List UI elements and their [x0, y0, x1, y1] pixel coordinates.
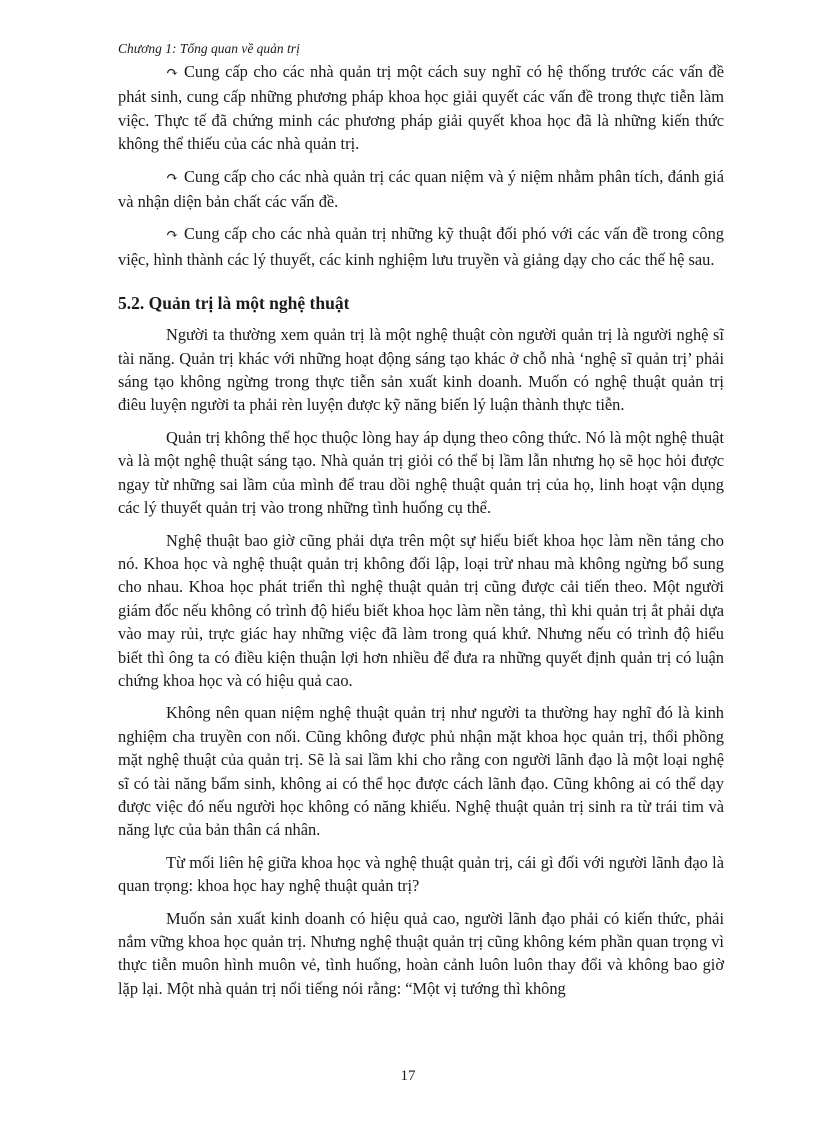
arrow-bullet-icon: ↷ — [166, 227, 179, 244]
bullet-text: Cung cấp cho các nhà quản trị một cách suy nghĩ có hệ thống trước các vấn đề phát sinh, cung cấp những phương pháp khoa học giải quyết các vấn đề trong thực tiễn làm việc. Thực tế đã chứng minh các phương pháp giải quyết khoa học đã là những kiến thức không thể thiếu của các nhà quản trị. — [118, 62, 724, 154]
arrow-bullet-icon: ↷ — [166, 65, 179, 81]
running-header: Chương 1: Tổng quan về quản trị — [118, 41, 300, 56]
section-heading: 5.2. Quản trị là một nghệ thuật — [118, 293, 350, 314]
body-paragraph: Từ mối liên hệ giữa khoa học và nghệ thuật quản trị, cái gì đối với người lãnh đạo là quan trọng: khoa học hay nghệ thuật quản trị? — [118, 852, 724, 896]
body-paragraph: Người ta thường xem quản trị là một nghệ thuật còn người quản trị là người nghệ sĩ tài năng. Quản trị khác với những hoạt động sáng tạo khác ở chỗ nhà ‘nghệ sĩ quản trị’ phải sáng tạo không ngừng trong thực tiễn sản xuất kinh doanh. Muốn có nghệ thuật quản trị điêu luyện người ta phải rèn luyện được kỹ năng biến lý luận thành thực tiễn. — [118, 325, 724, 415]
bullet-text: Cung cấp cho các nhà quản trị các quan niệm và ý niệm nhằm phân tích, đánh giá và nhận diện bản chất các vấn đề. — [118, 166, 724, 212]
bullet-text: Cung cấp cho các nhà quản trị những kỹ thuật đối phó với các vấn đề trong công việc, hình thành các lý thuyết, các kinh nghiệm lưu truyền và giảng dạy cho các thế hệ sau. — [118, 224, 724, 269]
arrow-bullet-icon: ↷ — [166, 169, 179, 186]
document-page — [118, 40, 724, 1009]
bullet-paragraph — [118, 165, 724, 214]
body-paragraph: Không nên quan niệm nghệ thuật quản trị như người ta thường hay nghĩ đó là kinh nghiệm cha truyền con nối. Cũng không được phủ nhận mặt khoa học quản trị, thổi phồng mặt nghệ thuật của quản trị. Sẽ là sai lầm khi cho rằng con người lãnh đạo là một loại nghệ sĩ có tài năng bẩm sinh, không ai có thể học được cách lãnh đạo. Cũng không ai có thể dạy được việc đó nếu người học không có năng khiếu. Nghệ thuật quản trị sinh ra từ trái tim và năng lực của bản thân cá nhân. — [118, 703, 724, 840]
bullet-paragraph — [118, 222, 724, 271]
page-number: 17 — [400, 1068, 416, 1084]
body-paragraph: Muốn sản xuất kinh doanh có hiệu quả cao, người lãnh đạo phải có kiến thức, phải nắm vững khoa học quản trị. Nhưng nghệ thuật quản trị cũng không kém phần quan trọng vì thực tiễn muôn hình muôn vẻ, tình huống, hoàn cảnh luôn luôn thay đổi và không bao giờ lặp lại. Một nhà quản trị nổi tiếng nói rằng: “Một vị tướng thì không — [118, 908, 724, 998]
body-paragraph: Quản trị không thể học thuộc lòng hay áp dụng theo công thức. Nó là một nghệ thuật và là một nghệ thuật sáng tạo. Nhà quản trị giỏi có thể bị lầm lẫn nhưng họ sẽ học hỏi được ngay từ những sai lầm của mình để trau dồi nghệ thuật quản trị của họ, linh hoạt vận dụng các lý thuyết quản trị vào trong những tình huống cụ thể. — [118, 427, 724, 518]
bullet-paragraph — [118, 60, 724, 156]
body-paragraph: Nghệ thuật bao giờ cũng phải dựa trên một sự hiểu biết khoa học làm nền tảng cho nó. Khoa học và nghệ thuật quản trị không đối lập, loại trừ nhau mà không ngừng bổ sung cho nhau. Khoa học phát triển thì nghệ thuật quản trị cũng được cải tiến theo. Một người giám đốc nếu không có trình độ hiểu biết khoa học làm nền tảng, thì khi quản trị ắt phải dựa vào may rủi, trực giác hay những việc đã làm trong quá khứ. Nhưng nếu có trình độ hiểu biết thì ông ta có điều kiện thuận lợi hơn nhiều để đưa ra những quyết định quản trị có luận chứng khoa học và có hiệu quả cao. — [118, 530, 724, 690]
